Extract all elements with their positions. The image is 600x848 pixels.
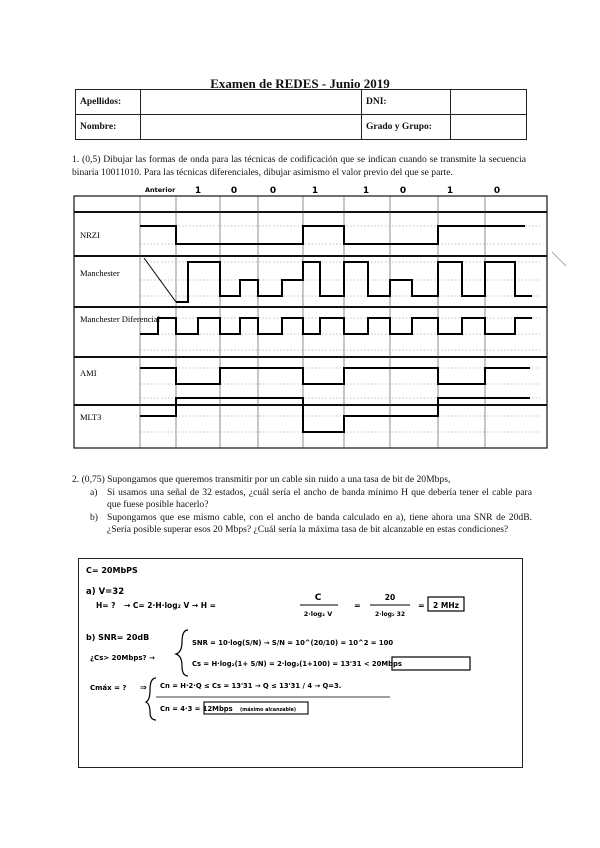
bit-5: 0 <box>399 186 407 196</box>
row-label-manchester-diferencial: Manchester Diferencial <box>80 314 160 324</box>
answer-a-numerator: C <box>314 593 322 603</box>
apellidos-label: Apellidos: <box>76 90 141 115</box>
svg-text:=: = <box>418 601 425 610</box>
bit-3: 1 <box>311 186 319 196</box>
bit-0: 1 <box>194 186 202 196</box>
bit-7: 0 <box>493 186 501 196</box>
bit-1: 0 <box>230 186 238 196</box>
answer-cmax-question: Cmáx = ? <box>90 684 127 692</box>
svg-text:=: = <box>354 601 361 610</box>
row-label-mlt3: MLT3 <box>80 412 102 422</box>
bit-4: 1 <box>362 186 370 196</box>
answer-a-denominator-2: 2·log₂ 32 <box>375 611 405 618</box>
answer-a-denominator: 2·log₂ V <box>303 610 333 618</box>
bit-6: 1 <box>446 186 454 196</box>
row-label-nrzi: NRZI <box>80 230 100 240</box>
answer-b-question: ¿Cs> 20Mbps? → <box>90 654 155 662</box>
row-label-manchester: Manchester <box>80 268 120 278</box>
anterior-label: Anterior <box>145 186 176 194</box>
answer-a-question: H= ? <box>96 601 116 610</box>
svg-text:⇒: ⇒ <box>140 683 147 692</box>
question-2b-text: Supongamos que ese mismo cable, con el ancho de banda calculado en a), tiene ahora una SNR de 20dB. ¿Sería posible superar esos 20 Mbps? ¿Cuál sería la máxima tasa de bit alcanzable en estas condiciones? <box>107 511 532 535</box>
question-2a-marker: a) <box>90 486 98 498</box>
nombre-label: Nombre: <box>76 115 141 140</box>
grado-label: Grado y Grupo: <box>362 115 451 140</box>
answer-b-line2: Cs = H·log₂(1+ S/N) = 2·log₂(1+100) = 13'31 < 20Mbps <box>192 660 402 668</box>
answer-cmax-note: (máximo alcanzable) <box>240 708 297 713</box>
row-label-ami: AMI <box>80 368 97 378</box>
dni-label: DNI: <box>362 90 451 115</box>
question-2a-text: Si usamos una señal de 32 estados, ¿cuál sería el ancho de banda mínimo H que debería tener el cable para que fuese posible hacerlo? <box>107 486 532 510</box>
answer-c: C= 20MbPS <box>86 566 138 575</box>
answer-a-result: 2 MHz <box>433 601 459 610</box>
answer-b-line1: SNR = 10·log(S/N) → S/N = 10^(20/10) = 10^2 = 100 <box>192 639 394 647</box>
answer-a-numerator-2: 20 <box>384 593 396 602</box>
question-2b-marker: b) <box>90 511 98 523</box>
answer-a-head: a) V=32 <box>86 587 125 597</box>
answer-cmax-line2: Cn = 4·3 = 12Mbps <box>160 705 233 713</box>
question-1-text: 1. (0,5) Dibujar las formas de onda para las técnicas de codificación que se indican cuando se transmite la secuencia binaria 10011010. Para las técnicas diferenciales, dibujar asimismo el valor previo del que se parte. <box>72 154 526 178</box>
bit-2: 0 <box>269 186 277 196</box>
question-2-intro: 2. (0,75) Supongamos que queremos transmitir por un cable sin ruido a una tasa de bit de 20Mbps, <box>72 474 451 485</box>
answer-a-chain: → C= 2·H·log₂ V → H = <box>124 601 216 610</box>
exam-title: Examen de REDES - Junio 2019 <box>210 76 390 91</box>
answer-b-head: b) SNR= 20dB <box>86 633 150 642</box>
answer-cmax-line1: Cn = H·2·Q ≤ Cs = 13'31 → Q ≤ 13'31 / 4 → Q=3. <box>160 682 342 690</box>
answer-b-result-box <box>392 657 470 670</box>
